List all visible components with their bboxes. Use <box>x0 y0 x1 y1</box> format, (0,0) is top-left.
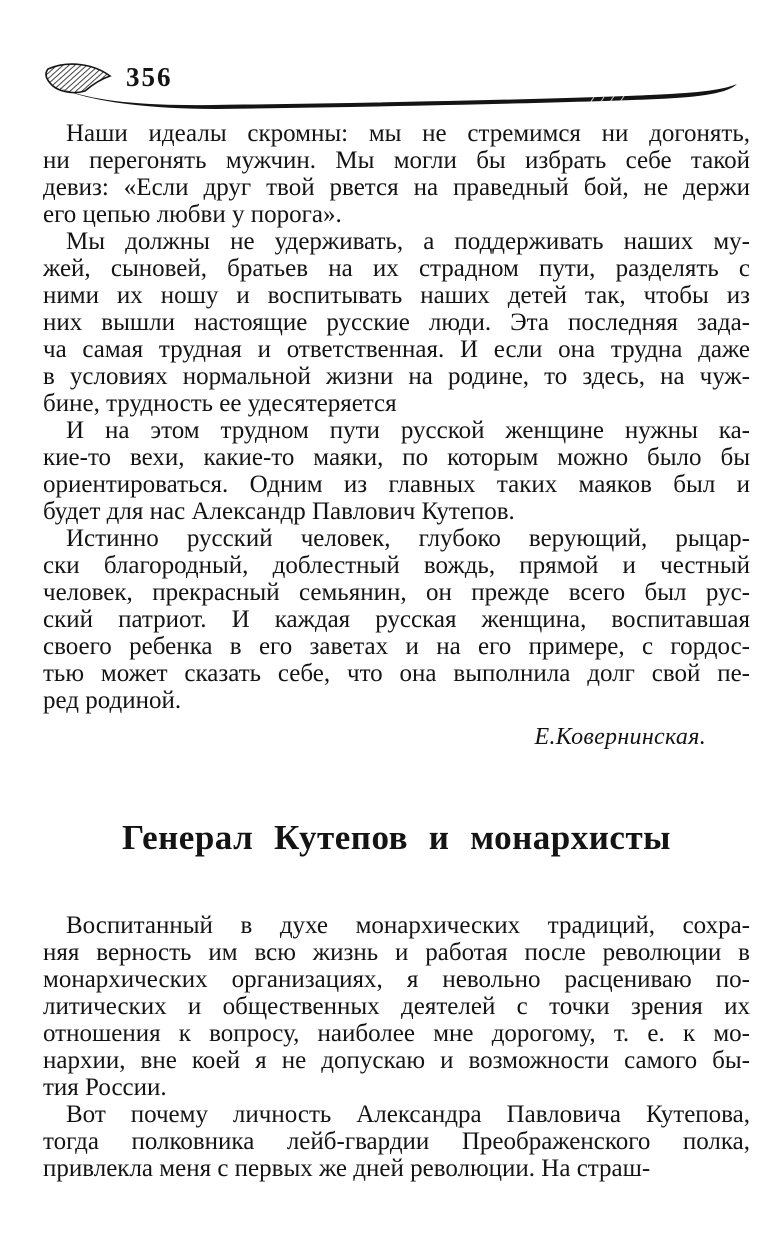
text-line: Наши идеалы скромны: мы не стремимся ни догонять, <box>66 120 750 147</box>
text-line: нархии, вне коей я не допускаю и возможности самого бы- <box>43 1047 750 1074</box>
text-line: Мы должны не удерживать, а поддерживать наших му- <box>66 228 750 255</box>
text-line: будет для нас Александр Павлович Кутепов. <box>43 498 515 525</box>
text-line: ними их ношу и воспитывать наших детей так, чтобы из <box>43 282 750 309</box>
text-line: И на этом трудном пути русской женщине нужны ка- <box>66 417 750 444</box>
text-line: в условиях нормальной жизни на родине, то здесь, на чуж- <box>43 363 750 390</box>
essay-section <box>43 120 750 714</box>
paragraph <box>43 912 750 1101</box>
text-line: девиз: «Если друг твой рвется на праведный бой, не держи <box>43 174 750 201</box>
text-line: ча самая трудная и ответственная. И если она трудна даже <box>43 336 750 363</box>
page-number: 356 <box>126 62 173 92</box>
text-column <box>43 120 750 1182</box>
text-line: Истинно русский человек, глубоко верующий, рыцар- <box>66 525 750 552</box>
chapter-heading: Генерал Кутепов и монархисты <box>122 818 671 857</box>
text-line: жей, сыновей, братьев на их страдном пути, разделять с <box>43 255 750 282</box>
author-signature: Е.Ковернинская. <box>534 724 706 750</box>
text-line: человек, прекрасный семьянин, он прежде всего был рус- <box>43 579 750 606</box>
text-line: монархических организациях, я невольно расцениваю по- <box>43 966 750 993</box>
text-line: Вот почему личность Александра Павловича Кутепова, <box>66 1101 750 1128</box>
text-line: ски благородный, доблестный вождь, прямой и честный <box>43 552 750 579</box>
text-line: ни перегонять мужчин. Мы могли бы избрать себе такой <box>43 147 750 174</box>
text-line: ский патриот. И каждая русская женщина, воспитавшая <box>43 606 750 633</box>
text-line: тью может сказать себе, что она выполнила долг свой пе- <box>43 660 750 687</box>
text-line: няя верность им всю жизнь и работая после революции в <box>43 939 750 966</box>
text-line: тогда полковника лейб-гвардии Преображенского полка, <box>43 1128 750 1155</box>
paragraph <box>43 120 750 228</box>
paragraph <box>43 1101 750 1182</box>
paragraph <box>43 525 750 714</box>
text-line: кие-то вехи, какие-то маяки, по которым можно было бы <box>43 444 750 471</box>
text-line: ориентироваться. Одним из главных таких маяков был и <box>43 471 750 498</box>
text-line: них вышли настоящие русские люди. Эта последняя зада- <box>43 309 750 336</box>
text-line: его цепью любви у порога». <box>43 201 342 228</box>
chapter-section <box>43 912 750 1182</box>
text-line: своего ребенка в его заветах и на его примере, с гордос- <box>43 633 750 660</box>
text-line: отношения к вопросу, наиболее мне дорогому, т. е. к мо- <box>43 1020 750 1047</box>
paragraph <box>43 417 750 525</box>
text-line: ред родиной. <box>43 687 182 714</box>
text-line: привлекла меня с первых же дней революции. На страш- <box>43 1155 651 1182</box>
text-line: бине, трудность ее удесятеряется <box>43 390 397 417</box>
text-line: литических и общественных деятелей с точки зрения их <box>43 993 750 1020</box>
paragraph <box>43 228 750 417</box>
text-line: Воспитанный в духе монархических традиций, сохра- <box>66 912 750 939</box>
text-line: тия России. <box>43 1074 167 1101</box>
